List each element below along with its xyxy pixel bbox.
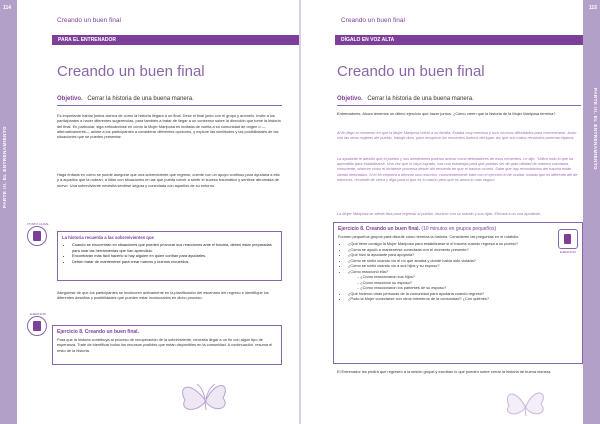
story-paragraph-3: La Mujer Mariposa se siente lista para regresar al pueblo, reunirse con su marido y sus hijas. Elevará a un una ayudante. xyxy=(337,212,541,216)
exercise-box xyxy=(333,222,583,364)
intro-text: Ahora tenemos un último ejercicio que hacer juntos. ¿Cómo creen que la historia de la Mujer Mariposa termina? xyxy=(362,111,556,116)
butterfly-illustration xyxy=(497,382,557,422)
question-item: • ¿Qué tiene consigo la Mujer Mariposa para estabilizarse si el trauma cuando regresa a su pueblo? xyxy=(348,241,578,247)
objective-text: Cerrar la historia de una buena manera. xyxy=(87,96,194,102)
body-paragraph-3: Asegúrese de que los participantes se involucren activamente en la planificación del escenario del regreso e identifique los diferentes desafíos y posibilidades que pueden estar involucrados en dicho proceso. xyxy=(57,290,269,301)
exercise-text: Para que la historia contribuya al proceso de recuperación de la sobreviviente, necesita llegar a un fin con algún tipo de esperanza. Trate de identificar todos los recursos posibles que están disponibles en la comunidad. A continuación, resuma el resto de la historia. xyxy=(57,337,273,353)
pencil-icon xyxy=(564,234,571,244)
intro-label: Entrenadores: xyxy=(337,111,362,116)
exercise-title-line xyxy=(338,226,578,232)
question-item: • ¿Cómo se sintió cuando vio el río que amaba y donde había sido violada? xyxy=(348,258,578,264)
question-item: • ¿Pudo la Mujer conectarse con otros miembros de la comunidad? ¿Con quiénes? xyxy=(348,296,578,302)
running-header: Creando un buen final xyxy=(341,17,405,24)
running-header: Creando un buen final xyxy=(57,17,121,24)
right-page xyxy=(301,0,600,424)
list-item: • Cuando se encuentran en situaciones que pueden provocar sus reacciones ante el trauma, deben estar preparadas para usar las herramientas que han aprendido. xyxy=(72,242,277,253)
sub-question-item: – ¿Cómo reaccionaron sus hijos? xyxy=(357,274,578,280)
side-label: PARTE III. EL ENTRENAMIENTO xyxy=(593,88,598,171)
story-paragraph-2: La ayudante le advirtió que el pueblo y sus alrededores podrían activar como detonadores de esos recuerdos. Le dijo: "Utilice todo lo que ha aprendido para estabilizarse. Una vez que lo haya logrado, haz una estrategia para que puedas ser de gran utilidad de manera voluntaria, consciente, observe cómo el incidente provenía desde ahí recuerdo en que el trauma ocurrió. Sabe que hay recordatorios del trauma están siendo detonados. Si el Mi empieza a detonar una reacción, conscientemente trate con el ejercicio el de ocultar, notado que es diferente del de entonces, recuerde de cerca y diga para sí que es lo mismo pero que es ahora lo más seguro. xyxy=(337,157,578,182)
sub-question-item: – ¿Cómo reaccionó su esposo? xyxy=(357,280,578,286)
question-item: • ¿Cómo se ayudó a mantenerse conectada con el momento presente? xyxy=(348,247,578,253)
exercise-badge-label: EJERCICIO xyxy=(29,312,46,316)
exercise-text: Formen pequeños grupos para discutir cómo termina la historia. Consideren las preguntas en el rotafolio. xyxy=(338,234,520,239)
exercise-badge xyxy=(27,312,47,336)
objective-text: Cerrar la historia de una buena manera. xyxy=(367,96,474,102)
sub-question-item: – ¿Cómo reaccionaron los parientes de su esposo? xyxy=(357,285,578,291)
body-paragraph-1: Es importante hablar juntos acerca de cómo la historia llegará a un final. Dese el final junto con el grupo y anímelo. Invite a los participantes a hacer diferentes sugerencias, para también a tratar de llegar a un consenso sobre la dirección que tome la historia del final. En particular, siga enfocándose en cómo la Mujer Mariposa es invitada de vuelta a su comunidad de origen o —alternativamente— anime a los participantes a considerar diferentes opciones, y explore las similitudes y las posibilidades de las situaciones que se pueden presentar. xyxy=(57,113,281,140)
list-item: • Encontrarán más fácil hacerlo si hay alguien en quien confían para ayudarles. xyxy=(72,253,277,259)
side-tab xyxy=(583,0,600,424)
section-band: DÍGALO EN VOZ ALTA xyxy=(335,35,583,45)
story-paragraph-1: Al fin llegó el momento en que la Mujer Mariposa volvió a su familia. Estaba muy nerviosa y tuvo muchas dificultades para concentrarse. Justo con las otras mujeres del pueblo, trabajó duro, para recuperar los recuerdos buenos del lugar, así que sus malos recuerdos parecían lejanos. xyxy=(337,131,577,141)
question-item: • ¿Qué hicieron otras personas de la comunidad para ayudarla cuando regresó? xyxy=(348,291,578,297)
exercise-box xyxy=(52,325,282,365)
closing-paragraph: El Entrenador les pedirá que regresen a la sesión grupal y escriban lo que pueden sobre cerrar la historia de buena manera. xyxy=(337,369,552,374)
intro-paragraph xyxy=(337,111,581,116)
page-title: Creando un buen final xyxy=(57,63,205,80)
sub-question-list xyxy=(348,274,578,291)
key-point-box xyxy=(57,231,282,281)
exercise-badge xyxy=(558,229,578,249)
objective-label: Objetivo. xyxy=(337,96,363,102)
key-point-badge xyxy=(27,222,49,246)
page-number: 114 xyxy=(3,5,12,11)
side-label: PARTE III. EL ENTRENAMIENTO xyxy=(2,125,7,208)
body-paragraph-2: Haga énfasis en cómo se puede asegurar que una sobreviviente que regrese, cuente con un apoyo continuo para ayudarla a ella y a aquellos que la rodean, a lidiar con situaciones en las que pueda volver a sentir el suceso traumático y sentirse abrumada de nuevo. Una sobreviviente necesita sentirse segura y conectada con aquellos de su entorno. xyxy=(57,172,280,188)
book-icon xyxy=(33,231,41,241)
page-number: 115 xyxy=(588,5,597,11)
side-tab xyxy=(0,0,17,424)
exercise-title: Ejercicio 8. Creando un buen final. xyxy=(57,329,139,335)
left-page xyxy=(0,0,299,424)
exercise-subtitle: (10 minutos en grupos pequeños) xyxy=(421,226,497,232)
exercise-title: Ejercicio 8. Creando un buen final. xyxy=(338,226,420,232)
question-item xyxy=(348,269,578,291)
objective xyxy=(57,96,282,106)
question-item: • ¿Qué hizo la ayudante para apoyarla? xyxy=(348,252,578,258)
objective xyxy=(337,96,581,106)
question-text: ¿Cómo reaccionó ella? xyxy=(348,268,389,274)
key-point-title: La historia recuerda a las sobrevivientes que xyxy=(62,235,154,240)
question-item: • ¿Cómo se sintió cuando vio a sus hijos y su esposo? xyxy=(348,263,578,269)
section-band: PARA EL ENTRENADOR xyxy=(52,35,299,45)
pencil-icon xyxy=(33,321,41,331)
key-point-list xyxy=(62,242,277,264)
page-title: Creando un buen final xyxy=(337,63,485,80)
list-item: • Deben tratar de mantenerse para crear nuevos y buenos recuerdos. xyxy=(72,259,277,265)
objective-label: Objetivo. xyxy=(57,96,83,102)
butterfly-illustration xyxy=(175,372,245,417)
key-point-label: PUNTO CLAVE xyxy=(27,222,49,226)
question-list xyxy=(338,241,578,302)
exercise-badge-label: EJERCICIO xyxy=(559,250,576,254)
